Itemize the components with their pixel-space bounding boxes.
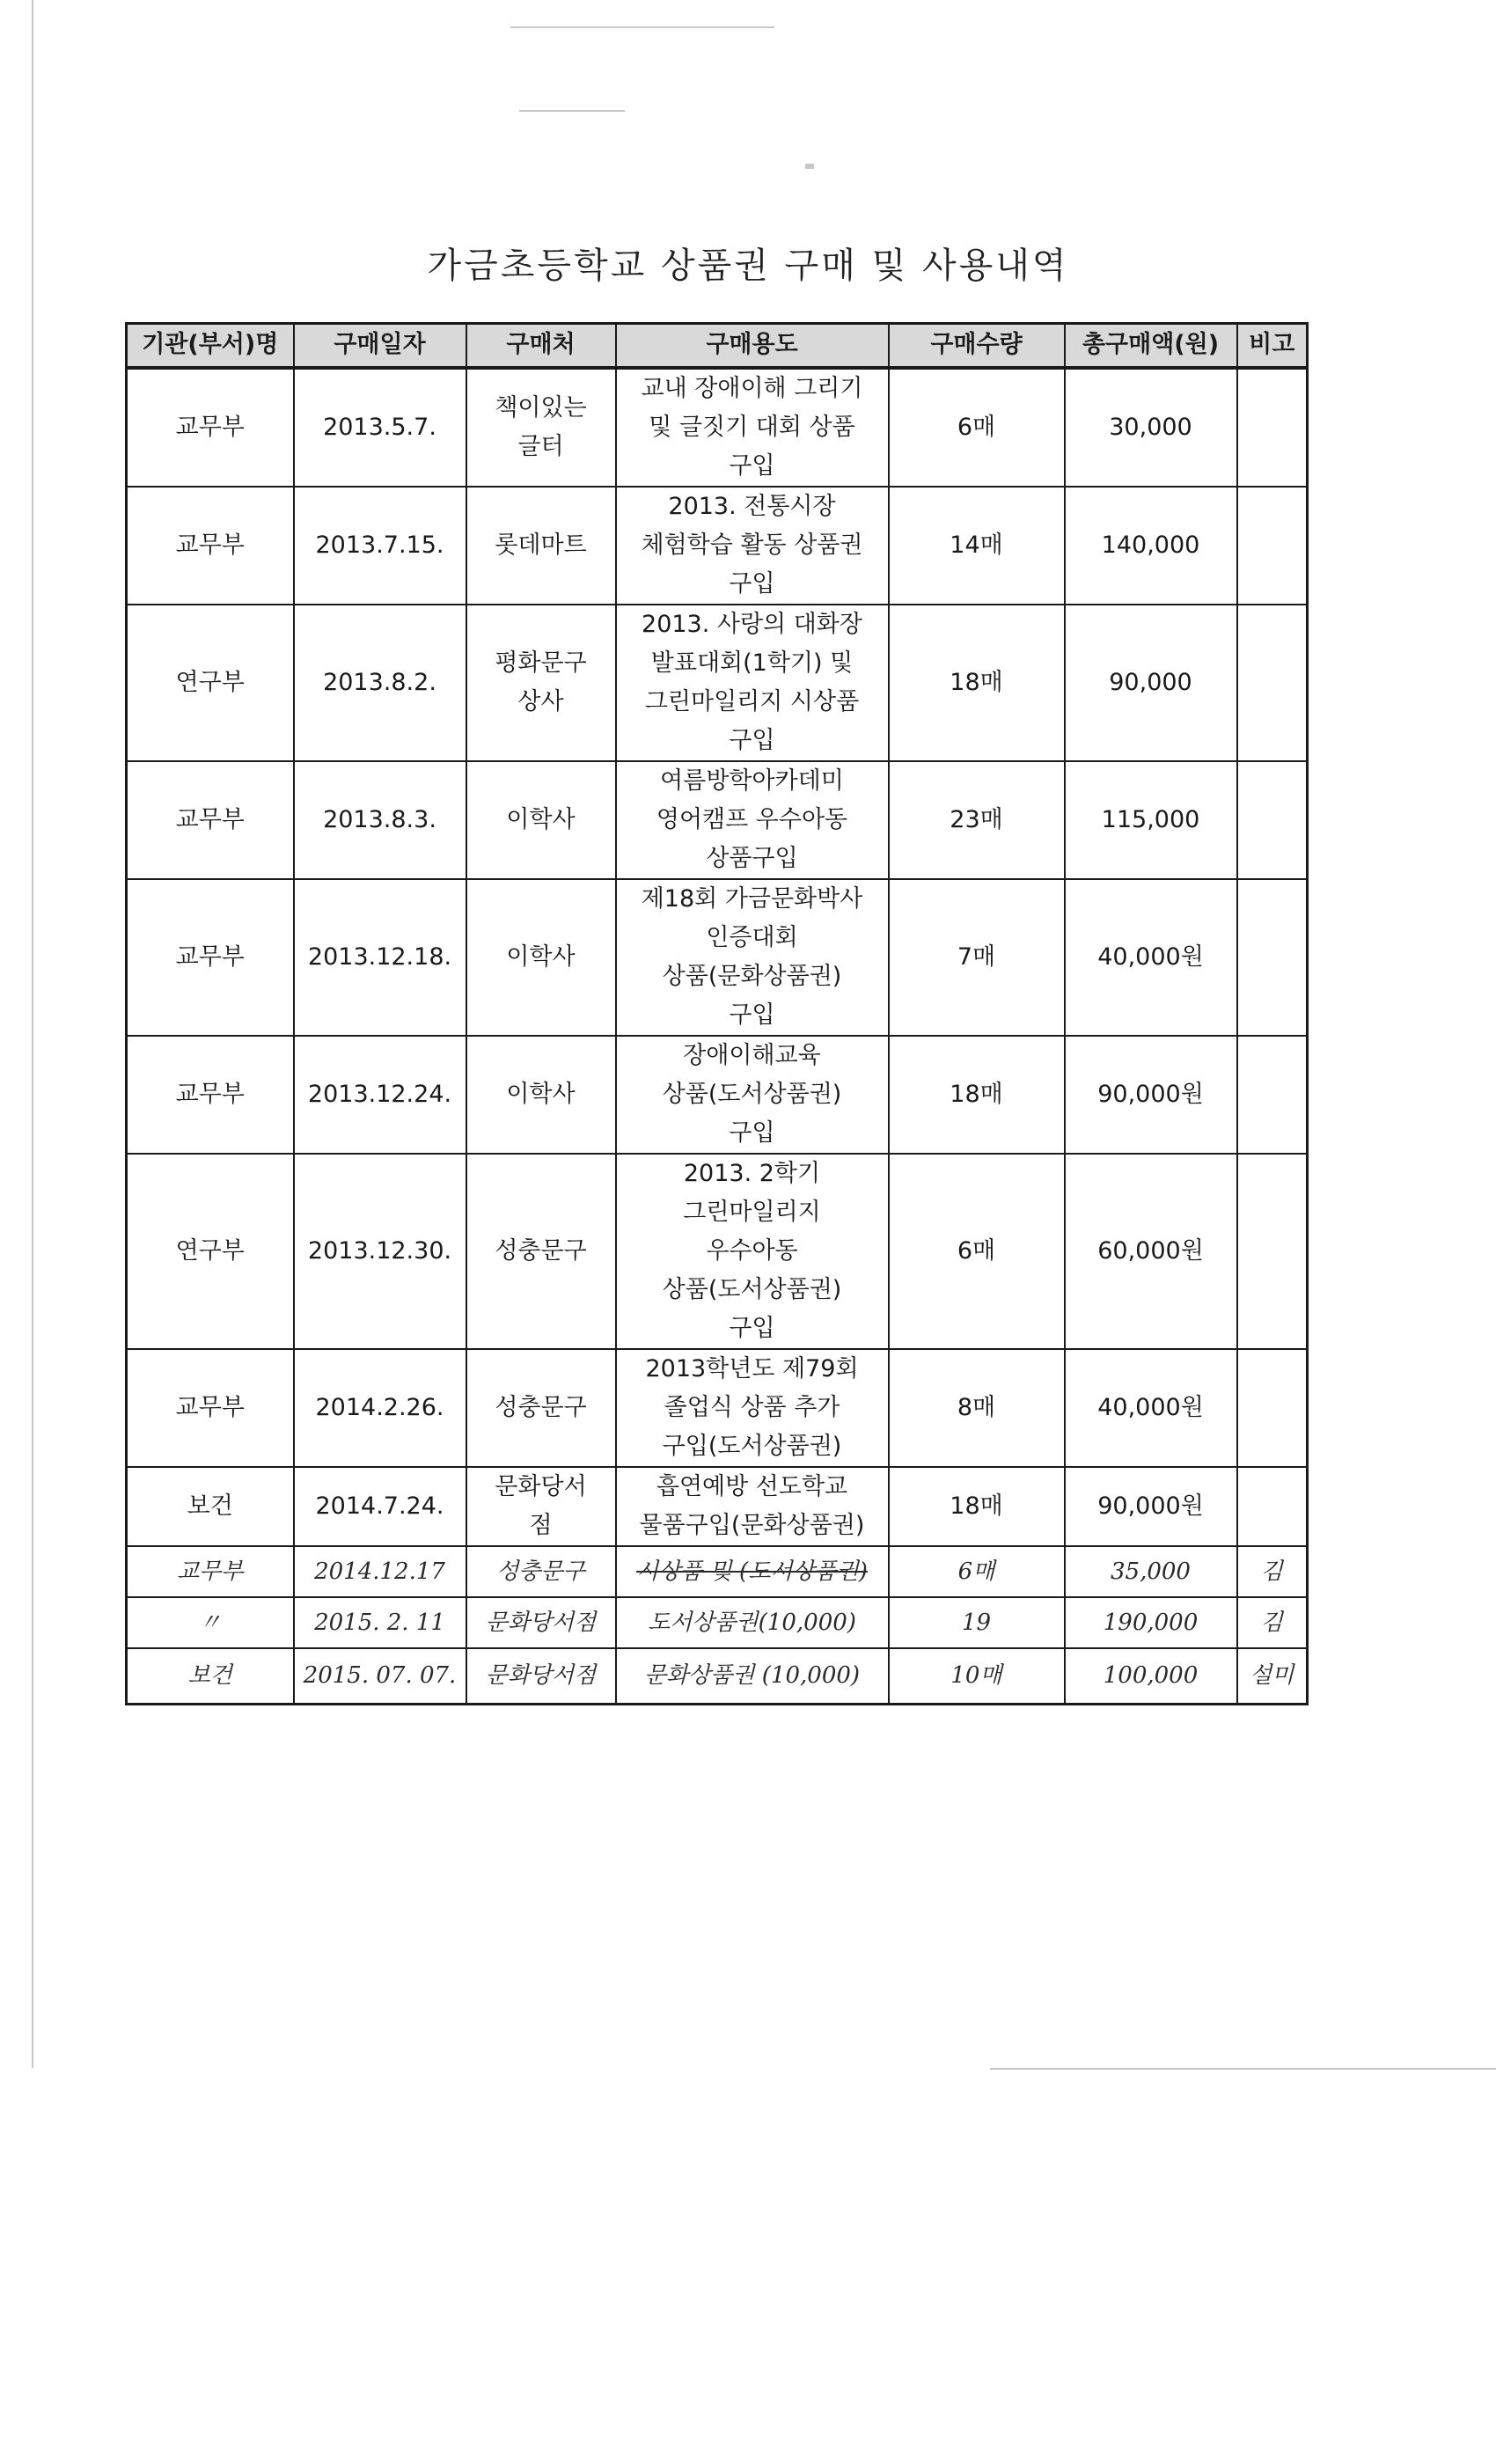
purpose-cell-line: 여름방학아카데미 — [660, 766, 844, 795]
amount-cell: 90,000 — [1065, 605, 1237, 761]
purpose-cell — [616, 1154, 889, 1349]
table-row — [127, 605, 1308, 761]
purpose-cell-line: 2013학년도 제79회 — [645, 1354, 859, 1382]
page-edge-line — [990, 2068, 1496, 2070]
quantity-cell: 14매 — [889, 487, 1065, 605]
dept-cell: 교무부 — [127, 879, 294, 1036]
quantity-cell: 18매 — [889, 605, 1065, 761]
amount-cell: 190,000 — [1065, 1597, 1237, 1648]
quantity-cell: 7매 — [889, 879, 1065, 1036]
amount-cell: 100,000 — [1065, 1648, 1237, 1705]
note-cell — [1237, 1349, 1308, 1467]
page-edge-line — [32, 0, 33, 2068]
column-header: 기관(부서)명 — [127, 324, 294, 368]
note-cell — [1237, 605, 1308, 761]
purpose-cell-line: 교내 장애이해 그리기 — [641, 374, 863, 402]
quantity-cell: 18매 — [889, 1467, 1065, 1546]
vendor-cell — [466, 1036, 616, 1154]
vendor-cell-line: 롯데마트 — [495, 531, 587, 559]
date-cell: 2014.7.24. — [294, 1467, 466, 1546]
signature-cell: 설미 — [1237, 1648, 1308, 1705]
signature-cell: 김 — [1237, 1546, 1308, 1597]
purpose-cell — [616, 487, 889, 605]
purpose-cell — [616, 368, 889, 487]
purpose-cell-line: 2013. 전통시장 — [668, 492, 836, 520]
table-row — [127, 1036, 1308, 1154]
dept-cell: 연구부 — [127, 605, 294, 761]
vendor-cell: 문화당서점 — [466, 1597, 616, 1648]
column-header: 구매용도 — [616, 324, 889, 368]
table-header-row — [127, 324, 1308, 368]
date-cell: 2013.12.18. — [294, 879, 466, 1036]
purchase-table — [125, 322, 1309, 1705]
purpose-cell-line: 졸업식 상품 추가 — [664, 1393, 840, 1421]
vendor-cell — [466, 1349, 616, 1467]
purpose-cell-line: 발표대회(1학기) 및 — [650, 649, 854, 677]
scan-mark — [510, 26, 774, 28]
purpose-cell-line: 그린마일리지 시상품 — [644, 687, 860, 715]
amount-cell: 30,000 — [1065, 368, 1237, 487]
dept-cell: 교무부 — [127, 1036, 294, 1154]
vendor-cell-line: 책이있는 — [495, 393, 587, 422]
page-title: 가금초등학교 상품권 구매 및 사용내역 — [427, 246, 1069, 286]
purpose-cell-line: 상품(도서상품권) — [662, 1275, 842, 1303]
purpose-cell-line: 인증대회 — [706, 923, 798, 951]
vendor-cell: 성충문구 — [466, 1546, 616, 1597]
quantity-cell: 18매 — [889, 1036, 1065, 1154]
quantity-cell: 6매 — [889, 368, 1065, 487]
purpose-cell-line: 흡연예방 선도학교 — [656, 1472, 848, 1500]
date-cell: 2013.8.3. — [294, 761, 466, 879]
column-header: 총구매액(원) — [1065, 324, 1237, 368]
vendor-cell-line: 점 — [529, 1511, 553, 1539]
scan-mark — [805, 164, 814, 169]
purpose-cell-line: 2013. 사랑의 대화장 — [642, 610, 862, 638]
vendor-cell-line: 글터 — [517, 432, 564, 460]
purpose-cell-line: 구입 — [729, 1118, 775, 1147]
purpose-cell-line: 장애이해교육 — [683, 1041, 821, 1069]
note-cell — [1237, 487, 1308, 605]
date-cell: 2013.12.24. — [294, 1036, 466, 1154]
vendor-cell — [466, 879, 616, 1036]
table-row — [127, 761, 1308, 879]
purpose-cell-line: 2013. 2학기 — [683, 1159, 821, 1187]
amount-cell: 40,000원 — [1065, 1349, 1237, 1467]
purpose-cell-line: 물품구입(문화상품권) — [639, 1511, 865, 1539]
dept-cell: 교무부 — [127, 1546, 294, 1597]
amount-cell: 40,000원 — [1065, 879, 1237, 1036]
table-row — [127, 879, 1308, 1036]
vendor-cell-line: 상사 — [517, 687, 564, 715]
purpose-cell-line: 구입 — [729, 1314, 775, 1342]
quantity-cell: 6매 — [889, 1546, 1065, 1597]
handwritten-row — [127, 1546, 1308, 1597]
purpose-cell-line: 체험학습 활동 상품권 — [641, 531, 863, 559]
vendor-cell — [466, 368, 616, 487]
purpose-cell — [616, 1036, 889, 1154]
amount-cell: 60,000원 — [1065, 1154, 1237, 1349]
handwritten-row — [127, 1597, 1308, 1648]
quantity-cell: 23매 — [889, 761, 1065, 879]
dept-cell: 교무부 — [127, 761, 294, 879]
note-cell — [1237, 1467, 1308, 1546]
dept-cell: 〃 — [127, 1597, 294, 1648]
quantity-cell: 8매 — [889, 1349, 1065, 1467]
purpose-cell: 시상품 및 (도서상품권) — [616, 1546, 889, 1597]
purpose-cell: 도서상품권(10,000) — [616, 1597, 889, 1648]
date-cell: 2015. 07. 07. — [294, 1648, 466, 1705]
purpose-cell-line: 및 글짓기 대회 상품 — [649, 413, 855, 441]
purpose-cell-line: 그린마일리지 — [683, 1198, 821, 1226]
purpose-cell — [616, 605, 889, 761]
purpose-cell-line: 상품(문화상품권) — [662, 962, 842, 990]
vendor-cell-line: 이학사 — [506, 942, 576, 971]
vendor-cell-line: 문화당서 — [495, 1472, 587, 1500]
vendor-cell — [466, 487, 616, 605]
column-header: 구매처 — [466, 324, 616, 368]
purpose-cell: 문화상품권 (10,000) — [616, 1648, 889, 1705]
vendor-cell-line: 이학사 — [506, 805, 576, 833]
vendor-cell: 문화당서점 — [466, 1648, 616, 1705]
date-cell: 2013.12.30. — [294, 1154, 466, 1349]
column-header: 구매일자 — [294, 324, 466, 368]
purpose-cell-line: 상품구입 — [706, 844, 798, 872]
handwritten-row — [127, 1648, 1308, 1705]
purpose-cell-line: 영어캠프 우수아동 — [656, 805, 848, 833]
vendor-cell — [466, 1154, 616, 1349]
dept-cell: 교무부 — [127, 1349, 294, 1467]
quantity-cell: 6매 — [889, 1154, 1065, 1349]
note-cell — [1237, 1154, 1308, 1349]
quantity-cell: 19 — [889, 1597, 1065, 1648]
vendor-cell-line: 이학사 — [506, 1080, 576, 1108]
column-header: 구매수량 — [889, 324, 1065, 368]
amount-cell: 140,000 — [1065, 487, 1237, 605]
note-cell — [1237, 368, 1308, 487]
table-row — [127, 487, 1308, 605]
purpose-cell — [616, 761, 889, 879]
column-header: 비고 — [1237, 324, 1308, 368]
purpose-cell — [616, 1467, 889, 1546]
table-row — [127, 1154, 1308, 1349]
purpose-cell — [616, 1349, 889, 1467]
dept-cell: 교무부 — [127, 487, 294, 605]
date-cell: 2013.5.7. — [294, 368, 466, 487]
date-cell: 2014.2.26. — [294, 1349, 466, 1467]
amount-cell: 115,000 — [1065, 761, 1237, 879]
signature-cell: 김 — [1237, 1597, 1308, 1648]
note-cell — [1237, 879, 1308, 1036]
vendor-cell-line: 성충문구 — [495, 1236, 587, 1265]
purpose-cell-line: 구입 — [729, 451, 775, 480]
purpose-cell-line: 구입 — [729, 569, 775, 598]
vendor-cell-line: 성충문구 — [495, 1393, 587, 1421]
dept-cell: 연구부 — [127, 1154, 294, 1349]
purpose-cell-line: 우수아동 — [706, 1236, 798, 1265]
amount-cell: 90,000원 — [1065, 1036, 1237, 1154]
date-cell: 2015. 2. 11 — [294, 1597, 466, 1648]
amount-cell: 35,000 — [1065, 1546, 1237, 1597]
purpose-cell-line: 구입 — [729, 1001, 775, 1029]
table-row — [127, 368, 1308, 487]
purpose-cell — [616, 879, 889, 1036]
table-row — [127, 1349, 1308, 1467]
dept-cell: 보건 — [127, 1648, 294, 1705]
date-cell: 2014.12.17 — [294, 1546, 466, 1597]
purpose-cell-line: 구입(도서상품권) — [662, 1432, 842, 1460]
purpose-cell-line: 상품(도서상품권) — [662, 1080, 842, 1108]
quantity-cell: 10매 — [889, 1648, 1065, 1705]
vendor-cell-line: 평화문구 — [495, 649, 587, 677]
date-cell: 2013.8.2. — [294, 605, 466, 761]
purpose-cell-line: 구입 — [729, 726, 775, 754]
note-cell — [1237, 1036, 1308, 1154]
vendor-cell — [466, 1467, 616, 1546]
vendor-cell — [466, 605, 616, 761]
dept-cell: 교무부 — [127, 368, 294, 487]
purpose-cell-line: 제18회 가금문화박사 — [641, 884, 863, 913]
scan-mark — [519, 110, 625, 112]
amount-cell: 90,000원 — [1065, 1467, 1237, 1546]
note-cell — [1237, 761, 1308, 879]
date-cell: 2013.7.15. — [294, 487, 466, 605]
table-row — [127, 1467, 1308, 1546]
vendor-cell — [466, 761, 616, 879]
dept-cell: 보건 — [127, 1467, 294, 1546]
